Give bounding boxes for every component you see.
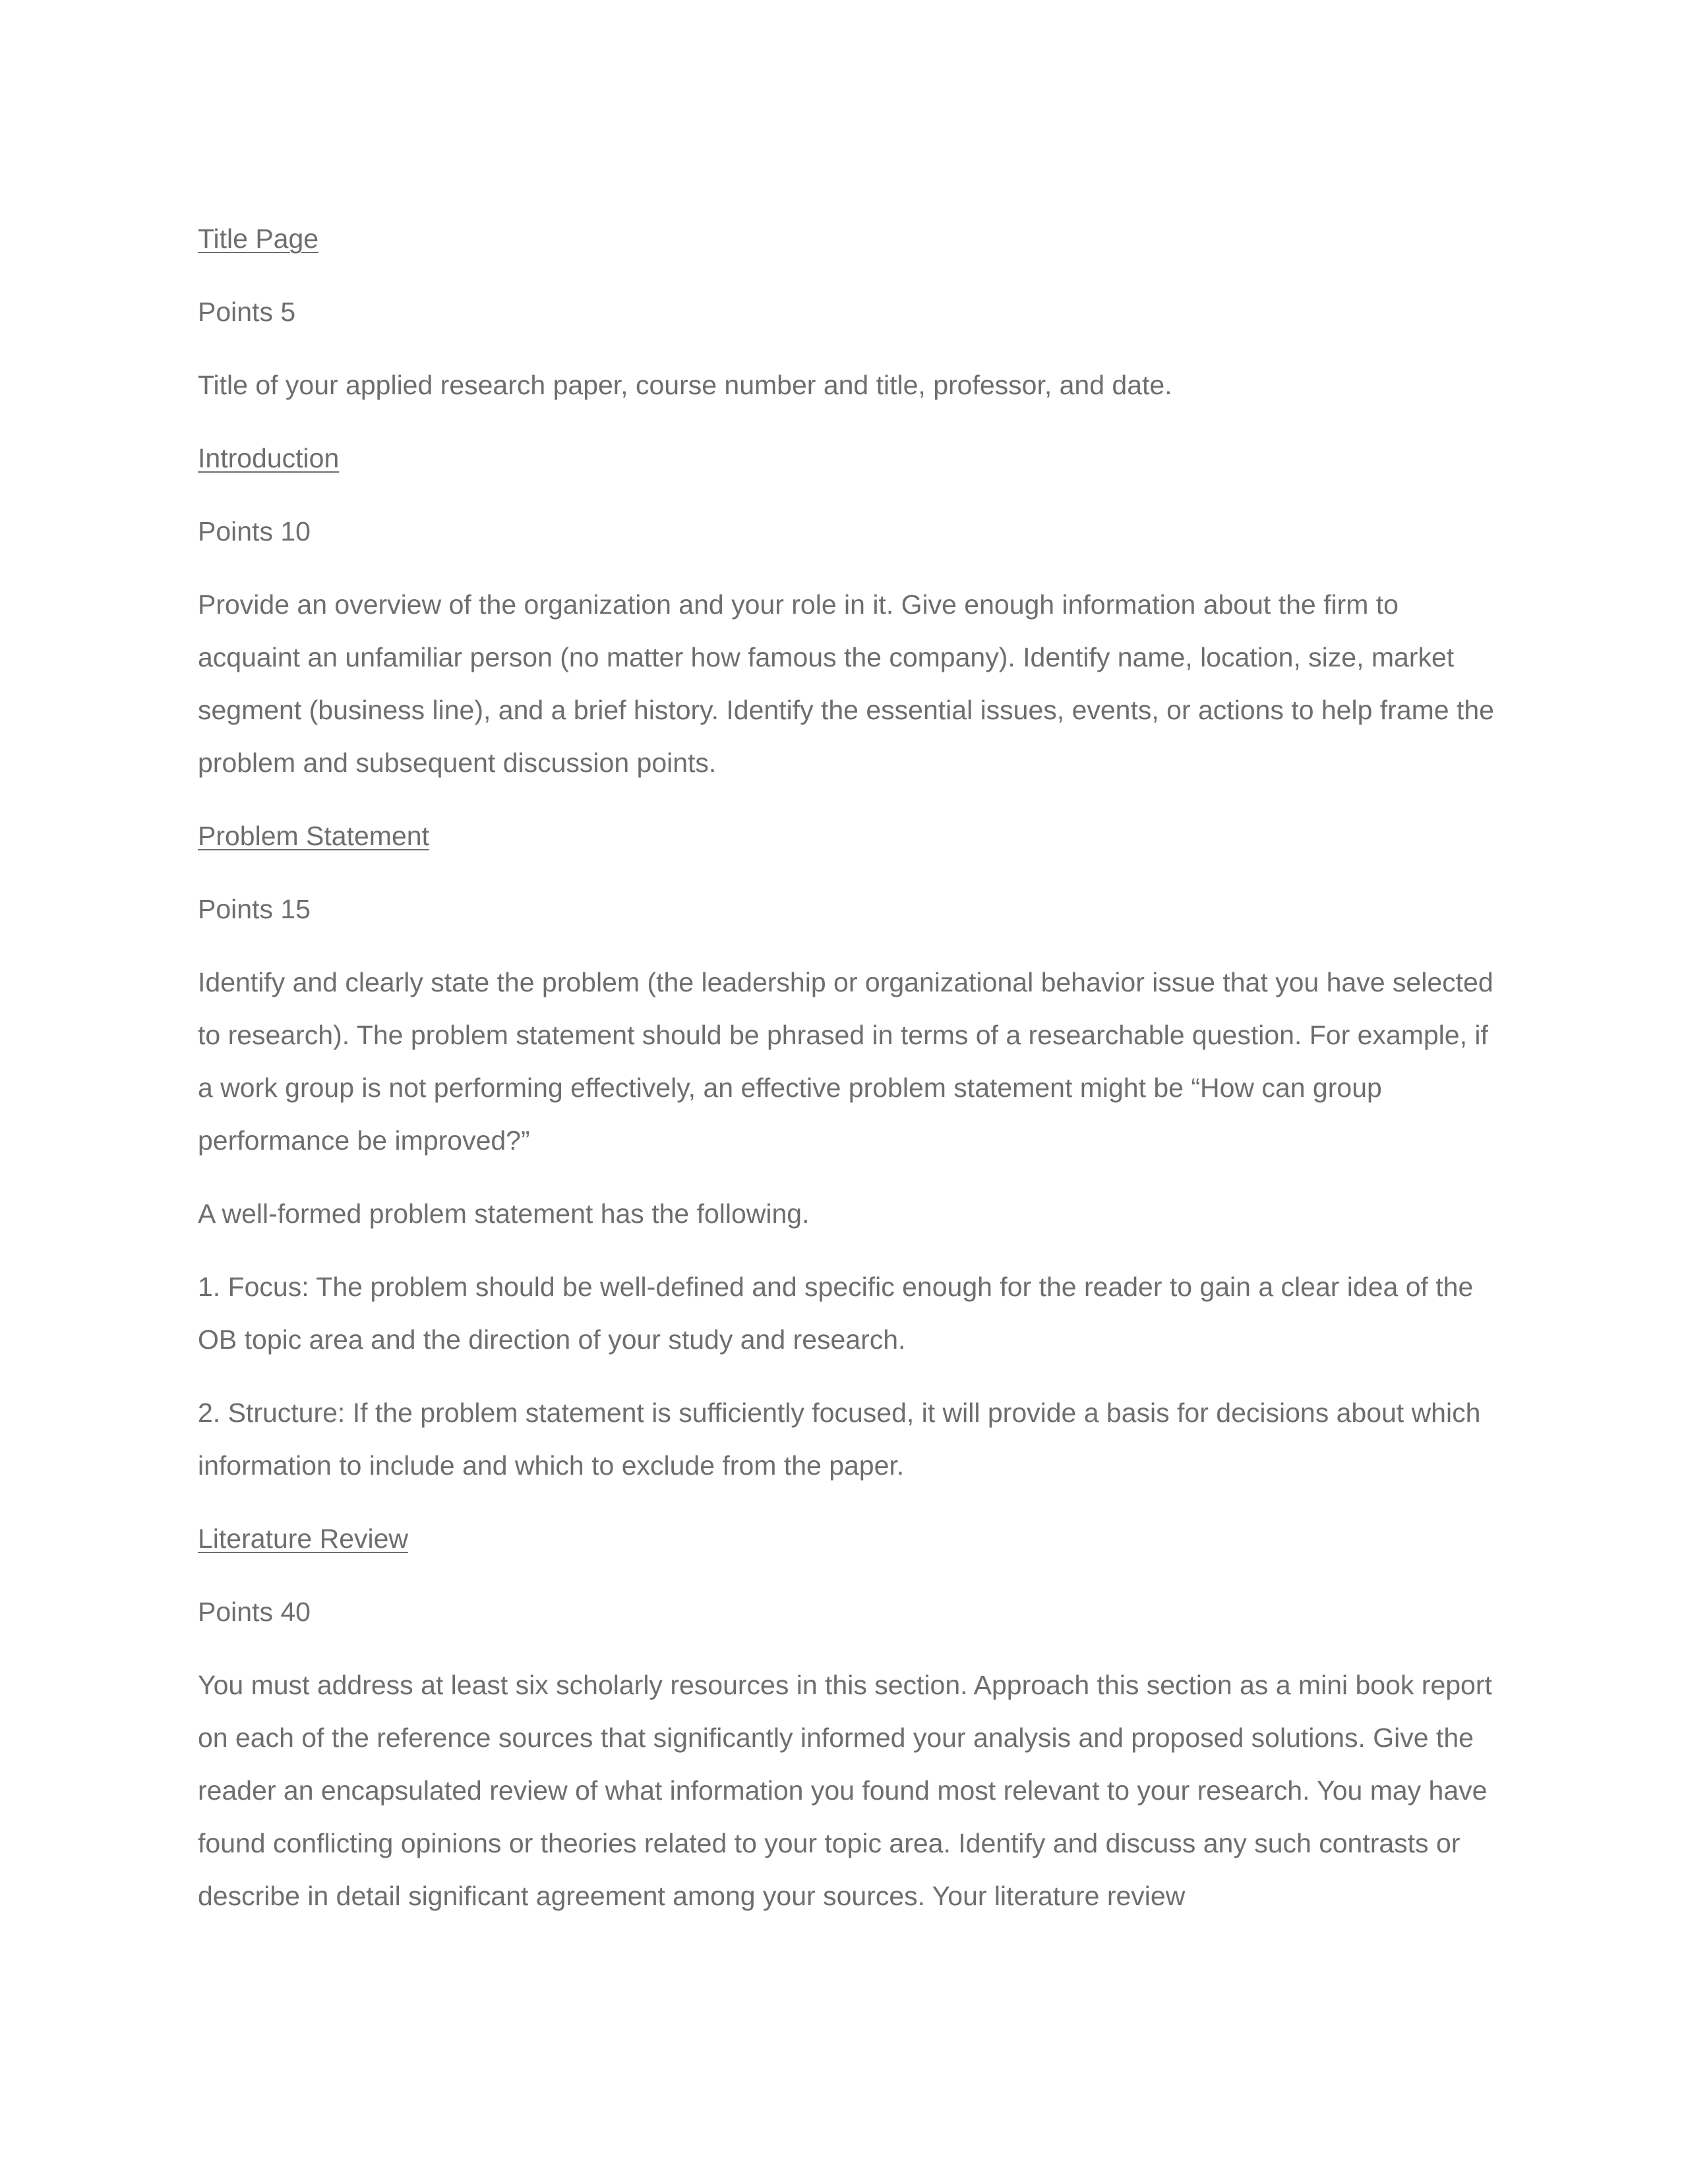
section-heading-introduction: Introduction [198, 443, 340, 473]
section-heading-problem-statement: Problem Statement [198, 821, 429, 851]
document-content [198, 212, 1503, 1943]
section-heading-literature-review: Literature Review [198, 1523, 409, 1554]
list-item-focus: 1. Focus: The problem should be well-defined and specific enough for the reader to gain a clear idea of the OB topic area and the direction of your study and research. [198, 1272, 1474, 1355]
points-introduction: Points 10 [198, 516, 311, 546]
paragraph-problem-statement-intro-list: A well-formed problem statement has the following. [198, 1198, 810, 1229]
points-literature-review: Points 40 [198, 1597, 311, 1627]
section-heading-title-page: Title Page [198, 223, 319, 254]
paragraph-introduction: Provide an overview of the organization and your role in it. Give enough information about the firm to acquaint an unfamiliar person (no matter how famous the company). Identify name, location, size, market segment (business line), and a brief history. Identify the essential issues, events, or actions to help frame the problem and subsequent discussion points. [198, 589, 1494, 778]
points-title-page: Points 5 [198, 297, 296, 327]
list-item-structure: 2. Structure: If the problem statement is sufficiently focused, it will provide a basis for decisions about which information to include and which to exclude from the paper. [198, 1398, 1481, 1481]
paragraph-problem-statement: Identify and clearly state the problem (the leadership or organizational behavior issue that you have selected to research). The problem statement should be phrased in terms of a researchable question. For example, if a work group is not performing effectively, an effective problem statement might be “How can group performance be improved?” [198, 967, 1493, 1156]
paragraph-title-page: Title of your applied research paper, course number and title, professor, and date. [198, 370, 1172, 400]
points-problem-statement: Points 15 [198, 894, 311, 924]
paragraph-literature-review: You must address at least six scholarly resources in this section. Approach this section as a mini book report on each of the reference sources that significantly informed your analysis and proposed solutions. Give the reader an encapsulated review of what information you found most relevant to your research. You may have found conflicting opinions or theories related to your topic area. Identify and discuss any such contrasts or describe in detail significant agreement among your sources. Your literature review [198, 1670, 1492, 1911]
